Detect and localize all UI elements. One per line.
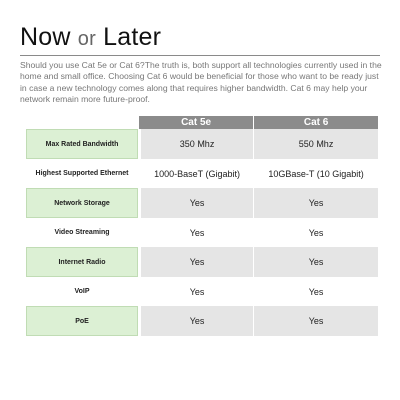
column-header-cat5e: Cat 5e [138,116,253,129]
cat5e-value: 1000-BaseT (Gigabit) [138,159,253,188]
table-header-row [26,116,378,129]
table-row [26,218,378,247]
title-or: or [77,28,96,50]
cat5e-value: Yes [138,306,253,336]
table-row [26,277,378,306]
table-row [26,247,378,277]
cat5e-value: Yes [138,218,253,247]
title-now: Now [20,23,71,51]
row-label: Max Rated Bandwidth [26,129,138,159]
page-title [20,22,161,54]
row-label: Video Streaming [26,218,138,247]
row-label: Internet Radio [26,247,138,277]
row-label: Network Storage [26,188,138,218]
intro-paragraph: Should you use Cat 5e or Cat 6?The truth is, both support all technologies currently used in the home and small office. Choosing Cat 6 would be beneficial for those who want to be ready just in case a new technology comes along that requires higher bandwidth. Cat 6 may help your network remain more future-proof. [20,60,382,105]
cat5e-value: Yes [138,247,253,277]
cat6-value: Yes [253,247,378,277]
cat6-value: Yes [253,277,378,306]
cat6-value: 550 Mhz [253,129,378,159]
header-corner [26,116,138,129]
comparison-table [26,116,378,336]
cat6-value: Yes [253,188,378,218]
table-row [26,188,378,218]
cat6-value: Yes [253,218,378,247]
cat5e-value: Yes [138,277,253,306]
row-label: VoIP [26,277,138,306]
column-header-cat6: Cat 6 [253,116,378,129]
cat6-value: 10GBase-T (10 Gigabit) [253,159,378,188]
title-later: Later [103,23,162,51]
table-row [26,129,378,159]
cat6-value: Yes [253,306,378,336]
row-label: Highest Supported Ethernet [26,159,138,188]
title-divider [20,55,380,56]
cat5e-value: 350 Mhz [138,129,253,159]
row-label: PoE [26,306,138,336]
cat5e-value: Yes [138,188,253,218]
table-row [26,159,378,188]
table-row [26,306,378,336]
